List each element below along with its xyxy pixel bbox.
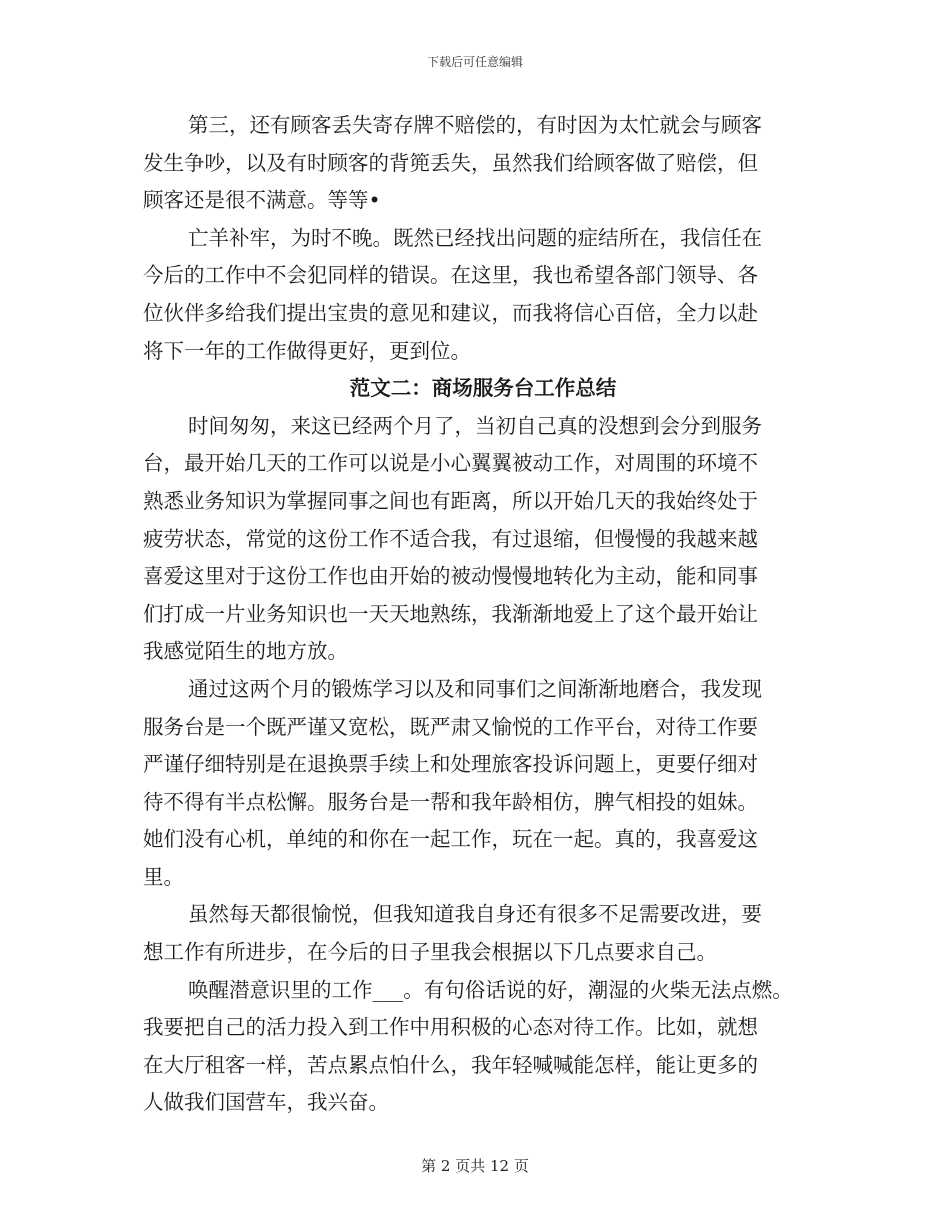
page-header: 下载后可任意编辑 xyxy=(426,55,523,69)
paragraph-line: 待不得有半点松懈。服务台是一帮和我年龄相仿，脾气相投的姐妹。 xyxy=(143,789,758,814)
paragraph-line: 亡羊补牢，为时不晚。既然已经找出问题的症结所在，我信任在 xyxy=(188,225,762,250)
paragraph-line: 她们没有心机，单纯的和你在一起工作，玩在一起。真的，我喜爱这 xyxy=(143,827,758,852)
document-body xyxy=(143,107,823,1122)
paragraph-line: 里。 xyxy=(143,864,184,889)
paragraph-line: 熟悉业务知识为掌握同事之间也有距离，所以开始几天的我始终处于 xyxy=(143,488,758,513)
paragraph-line: 发生争吵，以及有时顾客的背篼丢失，虽然我们给顾客做了赔偿，但 xyxy=(143,150,758,175)
paragraph-line: 在大厅租客一样，苦点累点怕什么，我年轻喊喊能怎样，能让更多的 xyxy=(143,1052,758,1077)
paragraph-line: 位伙伴多给我们提出宝贵的意见和建议，而我将信心百倍，全力以赴 xyxy=(143,300,758,325)
paragraph-line: 疲劳状态，常觉的这份工作不适合我，有过退缩，但慢慢的我越来越 xyxy=(143,526,758,551)
paragraph-line: 虽然每天都很愉悦，但我知道我自身还有很多不足需要改进，要 xyxy=(188,902,762,927)
paragraph-line: 严谨仔细特别是在退换票手续上和处理旅客投诉问题上，更要仔细对 xyxy=(143,752,758,777)
paragraph-line: 将下一年的工作做得更好，更到位。 xyxy=(143,338,471,363)
paragraph-line: 想工作有所进步，在今后的日子里我会根据以下几点要求自己。 xyxy=(143,940,717,965)
paragraph-line: 喜爱这里对于这份工作也由开始的被动慢慢地转化为主动，能和同事 xyxy=(143,564,758,589)
paragraph-line: 我感觉陌生的地方放。 xyxy=(143,639,348,664)
page-footer: 第 2 页共 12 页 xyxy=(421,1157,529,1175)
paragraph-line: 时间匆匆，来这已经两个月了，当初自己真的没想到会分到服务 xyxy=(188,413,762,438)
paragraph-line: 们打成一片业务知识也一天天地熟练，我渐渐地爱上了这个最开始让 xyxy=(143,601,758,626)
paragraph-line: 台，最开始几天的工作可以说是小心翼翼被动工作，对周围的环境不 xyxy=(143,451,758,476)
paragraph-line: 我要把自己的活力投入到工作中用积极的心态对待工作。比如，就想 xyxy=(143,1015,758,1040)
paragraph-line: 第三，还有顾客丢失寄存牌不赔偿的，有时因为太忙就会与顾客 xyxy=(188,113,762,137)
paragraph-line: 人做我们国营车，我兴奋。 xyxy=(143,1090,389,1115)
paragraph-line: 服务台是一个既严谨又宽松，既严肃又愉悦的工作平台，对待工作要 xyxy=(143,714,758,739)
section-title: 范文二：商场服务台工作总结 xyxy=(349,376,617,401)
paragraph-line: 唤醒潜意识里的工作___。有句俗话说的好，潮湿的火柴无法点燃。 xyxy=(188,977,793,1002)
paragraph-line: 顾客还是很不满意。等等• xyxy=(143,188,381,213)
paragraph-line: 今后的工作中不会犯同样的错误。在这里，我也希望各部门领导、各 xyxy=(143,263,758,288)
paragraph-line: 通过这两个月的锻炼学习以及和同事们之间渐渐地磨合，我发现 xyxy=(188,676,762,701)
